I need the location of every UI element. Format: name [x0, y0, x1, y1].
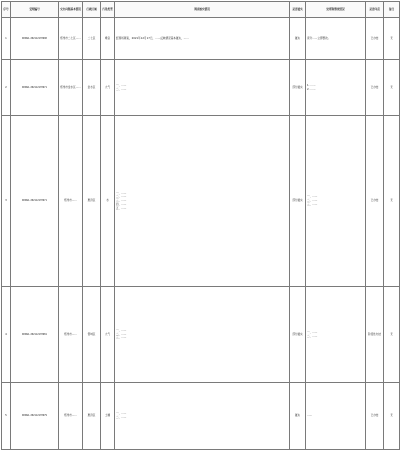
pollution-type: 大气: [101, 287, 115, 383]
handling-text-paragraph: 二、……: [307, 199, 318, 203]
row-seq: 2: [2, 60, 11, 116]
table-row: [2, 60, 400, 116]
case-number: D0SBA-202112170971: [11, 116, 59, 287]
handling-text: [306, 18, 366, 60]
investigation-text-paragraph: 三、……: [116, 336, 127, 340]
verified-cell: 属实: [290, 383, 306, 450]
accountability-cell: 已办结: [366, 383, 384, 450]
case-number: D0SBA-202112170979: [11, 383, 59, 450]
remark-cell: 无: [384, 287, 400, 383]
accountability-cell: 阶段性办结: [366, 287, 384, 383]
investigation-text-paragraph: 三、……: [116, 199, 127, 203]
row-seq: 4: [2, 287, 11, 383]
investigation-text-paragraph: 二、……: [116, 416, 127, 419]
remark-cell: 无: [384, 116, 400, 287]
investigation-text-paragraph: 经现场调查，2021年12月17日，……反映情况基本属实，……: [116, 36, 189, 40]
row-seq: 5: [2, 383, 11, 450]
area-cell: 郑州市二七区……: [59, 18, 83, 60]
row-seq: 1: [2, 18, 11, 60]
header-verified: 是否属实: [290, 2, 306, 18]
header-type: 污染类型: [101, 2, 115, 18]
verified-cell: 部分属实: [290, 60, 306, 116]
pollution-type: 水: [101, 116, 115, 287]
table-row: [2, 18, 400, 60]
handling-text-paragraph: 2. ……: [307, 87, 316, 91]
investigation-text-paragraph: 二、……: [116, 87, 127, 91]
case-number: D0SBA-202112170971: [11, 60, 59, 116]
investigation-text: [115, 18, 290, 60]
district-cell: 惠济区: [83, 383, 101, 450]
remark-cell: 无: [384, 18, 400, 60]
district-cell: 惠济区: [83, 116, 101, 287]
pollution-type: 土壤: [101, 383, 115, 450]
case-number: D0SBA-202112170981: [11, 287, 59, 383]
accountability-cell: 已办结: [366, 18, 384, 60]
pollution-type: 噪音: [101, 18, 115, 60]
area-cell: 郑州市……: [59, 383, 83, 450]
investigation-text: [115, 287, 290, 383]
header-case-no: 受理编号: [11, 2, 59, 18]
handling-text-paragraph: 一、……: [307, 330, 318, 334]
accountability-cell: 已办结: [366, 60, 384, 116]
header-seq: 序号: [2, 2, 11, 18]
verified-cell: 属实: [290, 18, 306, 60]
header-district: 行政区域: [83, 2, 101, 18]
remark-cell: 无: [384, 60, 400, 116]
petition-handling-table: [1, 1, 400, 450]
handling-text: [306, 287, 366, 383]
case-number: D0SBA-202112170990: [11, 18, 59, 60]
handling-text-paragraph: ……: [307, 414, 313, 418]
investigation-text: [115, 383, 290, 450]
verified-cell: 部分属实: [290, 116, 306, 287]
table-row: [2, 383, 400, 450]
investigation-text-paragraph: 五、……: [116, 206, 127, 210]
header-remark: 备注: [384, 2, 400, 18]
handling-text: [306, 383, 366, 450]
investigation-text: [115, 60, 290, 116]
investigation-text-paragraph: 二、……: [116, 332, 127, 336]
handling-text: [306, 60, 366, 116]
row-seq: 3: [2, 116, 11, 287]
pollution-type: 大气: [101, 60, 115, 116]
verified-cell: 部分属实: [290, 287, 306, 383]
investigation-text-paragraph: 一、……: [116, 83, 127, 87]
handling-text-paragraph: 一、……: [307, 195, 318, 199]
handling-text-paragraph: 二、……: [307, 334, 318, 338]
area-cell: 郑州市……: [59, 287, 83, 383]
investigation-text: [115, 116, 290, 287]
district-cell: 金水区: [83, 60, 101, 116]
header-accountability: 是否问责: [366, 2, 384, 18]
header-investigation: 调查核实情况: [115, 2, 290, 18]
header-handling: 处理和整改情况: [306, 2, 366, 18]
investigation-text-paragraph: 一、……: [116, 191, 127, 195]
handling-text-paragraph: 1. ……: [307, 83, 316, 87]
handling-text-paragraph: 三、……: [307, 202, 318, 206]
header-row: [2, 2, 400, 18]
investigation-text-paragraph: 一、……: [116, 328, 127, 332]
table-row: [2, 287, 400, 383]
header-area: 交办问题基本情况: [59, 2, 83, 18]
district-cell: 二七区: [83, 18, 101, 60]
area-cell: 郑州市……: [59, 116, 83, 287]
accountability-cell: 已办结: [366, 116, 384, 287]
district-cell: 管城区: [83, 287, 101, 383]
handling-text-paragraph: 责令……立即整改。: [307, 36, 331, 40]
remark-cell: 无: [384, 383, 400, 450]
area-cell: 郑州市金水区……: [59, 60, 83, 116]
investigation-text-paragraph: 四、……: [116, 202, 127, 206]
investigation-text-paragraph: 二、……: [116, 195, 127, 199]
handling-text: [306, 116, 366, 287]
table-row: [2, 116, 400, 287]
investigation-text-paragraph: 一、……: [116, 412, 127, 416]
